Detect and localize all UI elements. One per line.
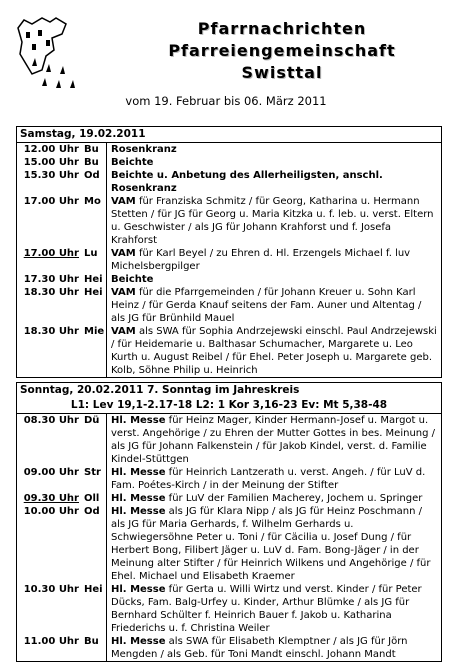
desc-cell: [106, 492, 441, 505]
time-cell: 12.00 Uhr: [23, 144, 79, 155]
desc-cell: [106, 195, 441, 247]
desc-cell: [106, 273, 441, 286]
place-cell: Oll: [84, 493, 100, 504]
table-row: [17, 492, 441, 505]
place-cell: Hei: [84, 287, 103, 298]
day-label: Sonntag, 20.02.2011 7. Sonntag im Jahreskreis: [20, 384, 300, 396]
place-cell: Bu: [84, 144, 99, 155]
service-text: für Franziska Schmitz / für Georg, Katharina u. Hermann Stetten / für JG für Georg u. Maria Kitzka u. f. leb. u. verst. Eltern u. Geschwister / als JG für Johann Krahforst und f. Josefa Krahforst: [111, 196, 434, 246]
service-type: Hl. Messe: [111, 493, 166, 504]
table-row: [17, 635, 441, 661]
service-type: Hl. Messe: [111, 636, 166, 647]
place-cell: Lu: [84, 248, 98, 259]
place-cell: Od: [84, 506, 100, 517]
time-cell: 08.30 Uhr: [23, 415, 79, 426]
service-text: als JG für Klara Nipp / als JG für Heinz Poschmann / als JG für Maria Gerhards, f. Wilhelm Gerhards u. Schwiegersöhne Peter u. Toni / für Cäcilia u. Josef Dung / für Herbert Bong, Filibert Jäger u. LuV d. Fam. Bong-Jäger / in der Meinung alter Stifter / für Heinrich Wilkens und Angehörige / für Ehel. Michael und Elisabeth Kraemer: [111, 506, 431, 582]
table-row: [17, 583, 441, 635]
place-cell: Dü: [84, 415, 100, 426]
desc-cell: [106, 286, 441, 325]
desc-cell: [106, 414, 441, 466]
place-cell: Hei: [84, 584, 103, 595]
table-row: [17, 286, 441, 325]
title-block: [112, 18, 452, 84]
desc-cell: [106, 635, 441, 661]
date-range: vom 19. Februar bis 06. März 2011: [125, 94, 327, 108]
time-cell: 11.00 Uhr: [23, 636, 79, 647]
service-text: für Karl Beyel / zu Ehren d. Hl. Erzengels Michael f. luv Michelsbergpilger: [111, 248, 411, 272]
place-cell: Mie: [84, 326, 105, 337]
title-line-3: Swisttal: [241, 63, 323, 82]
table-row: [17, 169, 441, 195]
desc-cell: [106, 325, 441, 377]
place-cell: Hei: [84, 274, 103, 285]
service-type: Beichte: [111, 157, 154, 168]
service-text: als SWA für Elisabeth Klemptner / als JG für Jörn Mengden / als Geb. für Toni Mandt einschl. Johann Mandt: [111, 636, 408, 660]
service-type: Beichte: [111, 274, 154, 285]
desc-cell: [106, 169, 441, 195]
table-row: [17, 156, 441, 169]
day-block-sunday: [16, 382, 442, 662]
parish-map-logo-icon: [12, 14, 122, 94]
time-cell: 18.30 Uhr: [23, 287, 79, 298]
place-cell: Bu: [84, 636, 99, 647]
service-type: Hl. Messe: [111, 415, 166, 426]
desc-cell: [106, 143, 441, 156]
time-cell: 09.30 Uhr: [23, 493, 79, 504]
service-type: Hl. Messe: [111, 584, 166, 595]
desc-cell: [106, 583, 441, 635]
table-row: [17, 143, 441, 156]
service-text: für Gerta u. Willi Wirtz und verst. Kinder / für Peter Dücks, Fam. Balg-Urfey u. Kinder, Arthur Blümke / als JG für Bernhard Schülter f. Heinrich Bauer f. Jakob u. Katharina Friederichs u. f. Christina Weiler: [111, 584, 422, 634]
table-row: [17, 273, 441, 286]
desc-cell: [106, 466, 441, 492]
time-cell: 17.00 Uhr: [23, 196, 79, 207]
service-type: VAM: [111, 287, 136, 298]
table-row: [17, 195, 441, 247]
time-cell: 17.00 Uhr: [23, 248, 79, 259]
schedule: [16, 126, 442, 666]
day-label: Samstag, 19.02.2011: [17, 127, 441, 143]
time-cell: 09.00 Uhr: [23, 467, 79, 478]
service-text: für Heinz Mager, Kinder Hermann-Josef u. Margot u. verst. Angehörige / zu Ehren der Mutter Gottes in bes. Meinung / als JG für Johann Falkenstein / für Jakob Kindel, verst. d. Familie Kindel-Stüttgen: [111, 415, 436, 465]
service-text: für LuV der Familien Macherey, Jochem u. Springer: [165, 493, 423, 504]
service-text: für Heinrich Lantzerath u. verst. Angeh. / für LuV d. Fam. Poétes-Kirch / in der Meinung der Stifter: [111, 467, 426, 491]
table-row: [17, 414, 441, 466]
time-cell: 10.30 Uhr: [23, 584, 79, 595]
service-type: VAM: [111, 196, 136, 207]
service-text: als SWA für Sophia Andrzejewski einschl. Paul Andrzejewski / für Heidemarie u. Balthasar Schumacher, Margarete u. Leo Kurth u. August Reibel / für Ehel. Peter Joseph u. Margarete geb. Kolb, Söhne Philip u. Heinrich: [111, 326, 437, 376]
desc-cell: [106, 247, 441, 273]
desc-cell: [106, 505, 441, 583]
place-cell: Mo: [84, 196, 101, 207]
time-cell: 15.00 Uhr: [23, 157, 79, 168]
service-type: Rosenkranz: [111, 144, 177, 155]
place-cell: Str: [84, 467, 101, 478]
title-line-1: Pfarrnachrichten: [197, 19, 367, 38]
table-row: [17, 505, 441, 583]
table-row: [17, 466, 441, 492]
time-cell: 17.30 Uhr: [23, 274, 79, 285]
readings-line: L1: Lev 19,1-2.17-18 L2: 1 Kor 3,16-23 Ev: Mt 5,38-48: [17, 398, 441, 414]
place-cell: Bu: [84, 157, 99, 168]
service-type: Hl. Messe: [111, 467, 166, 478]
service-type: Hl. Messe: [111, 506, 166, 517]
service-type: VAM: [111, 326, 136, 337]
desc-cell: [106, 156, 441, 169]
time-cell: 10.00 Uhr: [23, 506, 79, 517]
table-row: [17, 247, 441, 273]
day-block-saturday: [16, 126, 442, 378]
service-type: Beichte u. Anbetung des Allerheiligsten, anschl. Rosenkranz: [111, 170, 383, 194]
service-text: für die Pfarrgemeinden / für Johann Kreuer u. Sohn Karl Heinz / für Gerda Knauf seitens der Fam. Auner und Altentag / als JG für Brünhild Mauel: [111, 287, 422, 324]
time-cell: 15.30 Uhr: [23, 170, 79, 181]
time-cell: 18.30 Uhr: [23, 326, 79, 337]
table-row: [17, 325, 441, 377]
title-line-2: Pfarreiengemeinschaft: [168, 41, 396, 60]
service-type: VAM: [111, 248, 136, 259]
page-header: [0, 0, 452, 118]
place-cell: Od: [84, 170, 100, 181]
